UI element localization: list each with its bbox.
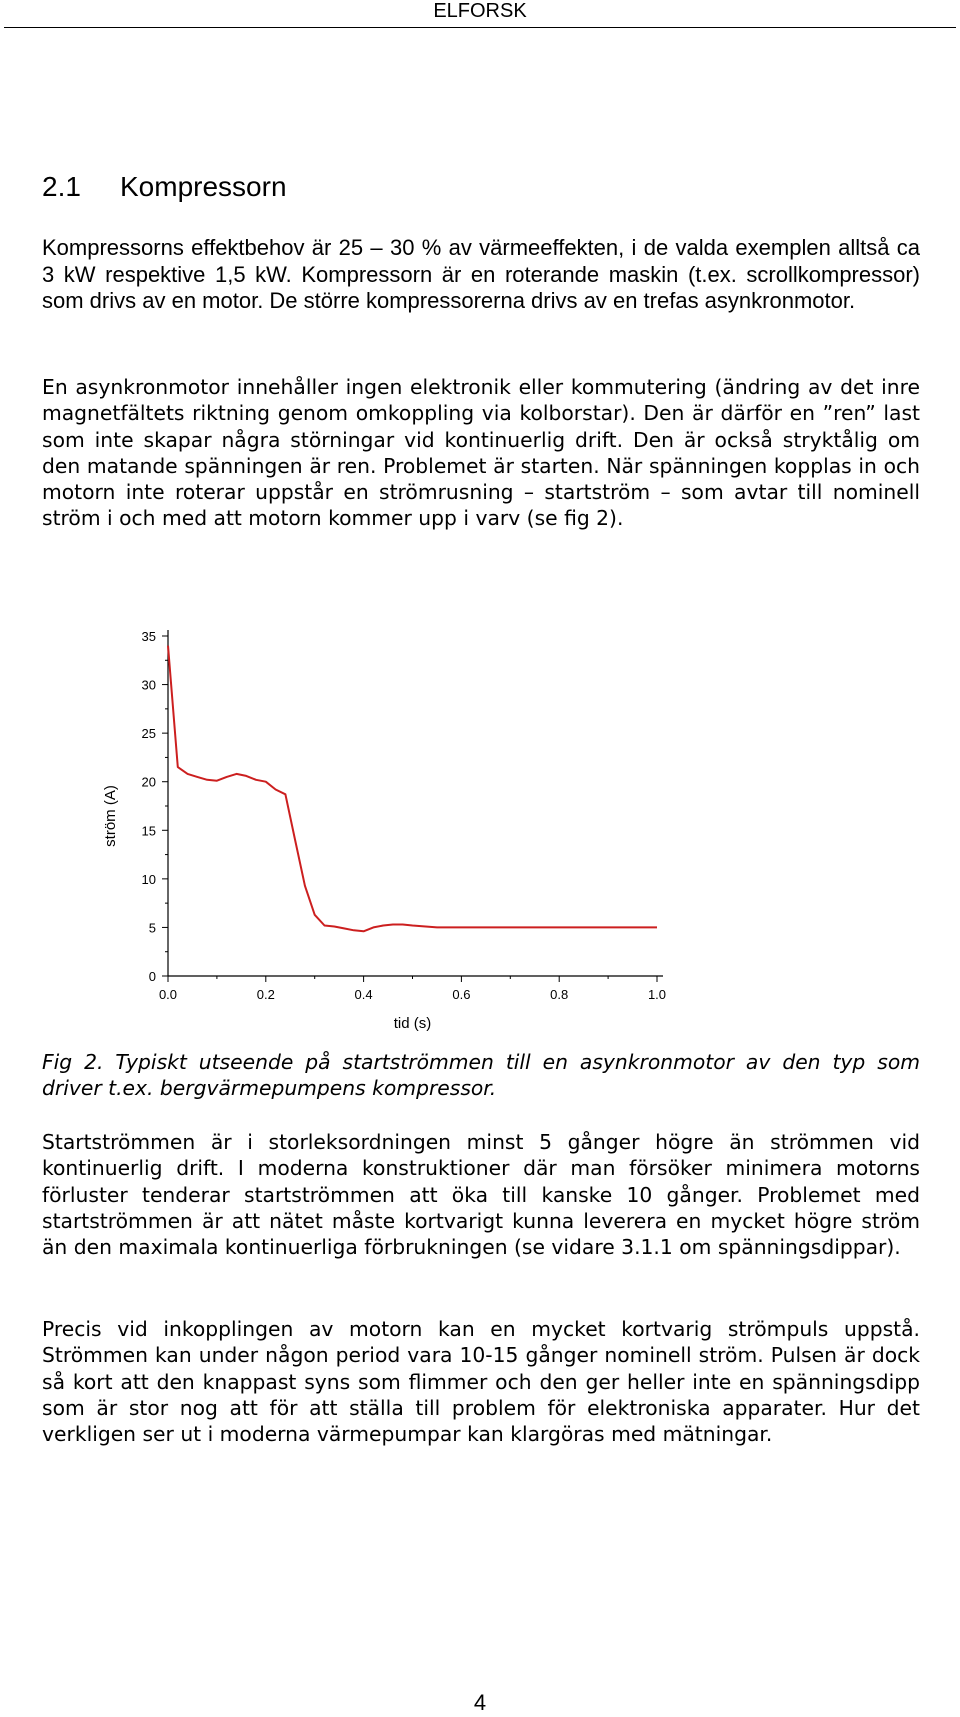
y-tick-label: 0 (148, 969, 156, 984)
x-tick-label: 0.6 (452, 987, 471, 1002)
y-tick-label: 15 (141, 823, 156, 839)
paragraph-3: Startströmmen är i storleksordningen minst 5 gånger högre än strömmen vid kontinuerlig drift. I moderna konstruktioner där man försöker minimera motorns förluster tenderar startströmmen att öka till kanske 10 gånger. Problemet med startströmmen är att nätet måste kortvarigt kunna leverera en mycket högre ström än den maximala kontinuerliga förbrukningen (se vidare 3.1.1 om spänningsdippar). (42, 1130, 920, 1260)
header-title: ELFORSK (433, 0, 527, 22)
paragraph-1: Kompressorns effektbehov är 25 – 30 % av värmeeffekten, i de valda exemplen alltså ca 3 kW respektive 1,5 kW. Kompressorn är en roterande maskin (t.ex. scrollkompressor) som drivs av en motor. De större kompressorerna drivs av en trefas asynkronmotor. (42, 235, 920, 313)
series-line-startstrom (168, 646, 657, 932)
y-tick-label: 25 (141, 726, 156, 742)
y-tick-label: 20 (141, 774, 156, 790)
figure-caption: Fig 2. Typiskt utseende på startströmmen till en asynkronmotor av den typ som driver t.ex. bergvärmepumpens kompressor. (42, 1050, 920, 1101)
chart-svg (0, 600, 960, 1050)
x-tick-label: 0.2 (256, 987, 275, 1002)
y-tick-label: 35 (141, 629, 156, 644)
paragraph-2: En asynkronmotor innehåller ingen elektronik eller kommutering (ändring av det inre magnetfältets riktning genom omkoppling via kolborstar). Den är därför en ”ren” last som inte skapar några störningar vid kontinuerlig drift. Den är också stryktålig om den matande spänningen är ren. Problemet är starten. När spänningen kopplas in och motorn inte roterar uppstår en strömrusning – startström – som avtar till nominell ström i och med att motorn kommer upp i varv (se fig 2). (42, 375, 920, 531)
y-tick-label: 5 (148, 920, 156, 936)
x-tick-label: 0.0 (158, 987, 178, 1002)
y-tick-label: 10 (141, 871, 156, 887)
x-axis-label: tid (s) (393, 1015, 432, 1032)
y-tick-label: 30 (141, 677, 156, 693)
start-current-chart (0, 600, 960, 1050)
section-heading (42, 170, 287, 204)
y-axis-label: ström (A) (102, 785, 119, 847)
page-number: 4 (473, 1690, 487, 1715)
section-number: 2.1 (42, 171, 81, 202)
x-tick-label: 1.0 (647, 987, 667, 1002)
page-header (0, 0, 960, 30)
x-tick-label: 0.8 (550, 987, 569, 1002)
x-tick-label: 0.4 (354, 987, 373, 1002)
section-title: Kompressorn (120, 171, 287, 202)
paragraph-4: Precis vid inkopplingen av motorn kan en mycket kortvarig strömpuls uppstå. Strömmen kan under någon period vara 10-15 gånger nominell ström. Pulsen är dock så kort att den knappast syns som flimmer och den ger heller inte en spänningsdipp som är stor nog att för att ställa till problem för elektroniska apparater. Hur det verkligen ser ut i moderna värmepumpar kan klargöras med mätningar. (42, 1317, 920, 1447)
header-rule (4, 27, 956, 28)
